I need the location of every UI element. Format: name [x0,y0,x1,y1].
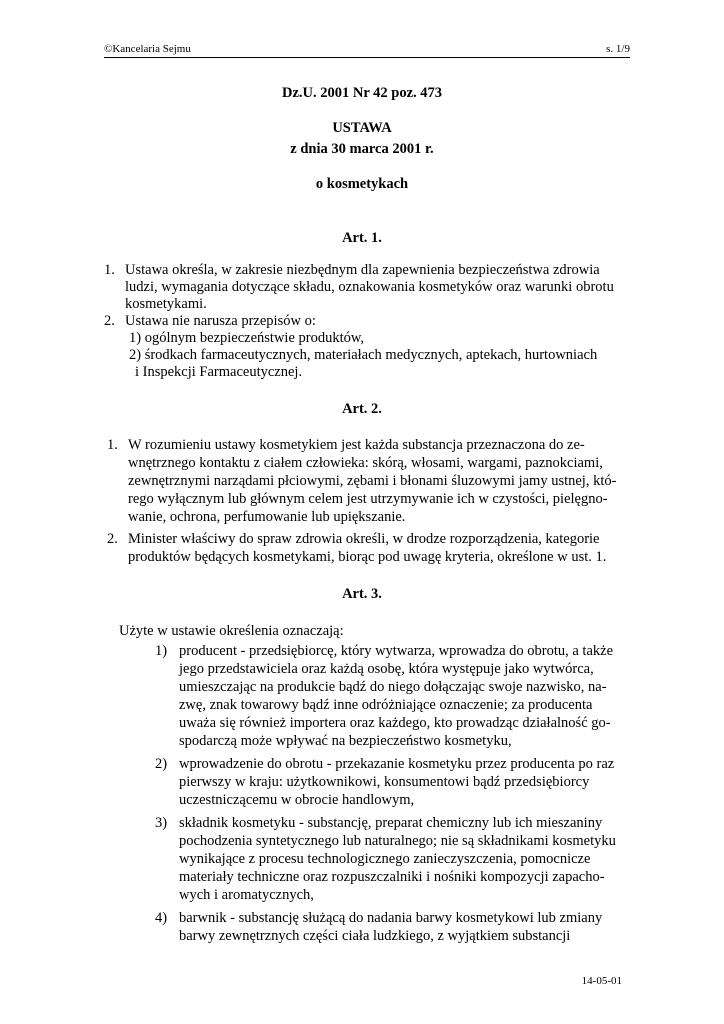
art3-def3-line1: składnik kosmetyku - substancję, preparat chemiczny lub ich mieszaniny [179,815,603,831]
art2-p2-line1: Minister właściwy do spraw zdrowia określi, w drodze rozporządzenia, kategorie [128,531,600,547]
art1-p2-line1: Ustawa nie narusza przepisów o: [125,313,316,329]
art3-def3-line3: wynikające z procesu technologicznego zanieczyszczenia, pomocnicze [179,851,591,867]
header-page-number: s. 1/9 [606,43,630,55]
art3-intro: Użyte w ustawie określenia oznaczają: [119,623,344,639]
art3-def1-number: 1) [155,643,168,659]
art1-p2-item2-cont: i Inspekcji Farmaceutycznej. [135,364,303,380]
art3-def4-number: 4) [155,910,168,926]
art3-def3-line4: materiały techniczne oraz rozpuszczalniki i nośniki kompozycji zapacho- [179,869,605,885]
art2-p2-number: 2. [107,531,118,547]
art3-def1-line6: spodarczą może wpływać na bezpieczeństwo kosmetyku, [179,733,512,749]
art3-def2-line2: pierwszy w kraju: użytkownikowi, konsumentowi bądź przedsiębiorcy [179,774,590,790]
art3-def1-line5: uważa się również importera oraz każdego, kto prowadząc działalność go- [179,715,611,731]
art2-p1-line1: W rozumieniu ustawy kosmetykiem jest każda substancja przeznaczona do ze- [128,437,585,453]
act-type: USTAWA [332,120,392,136]
art3-def3-line5: wych i aromatycznych, [179,887,314,903]
art3-def1-line3: umieszczając na produkcie bądź do niego dołączając swoje nazwisko, na- [179,679,607,695]
art3-def2-line1: wprowadzenie do obrotu - przekazanie kosmetyku przez producenta po raz [179,756,615,772]
art3-def2-line3: uczestniczącemu w obrocie handlowym, [179,792,415,808]
art2-p1-number: 1. [107,437,118,453]
art2-p1-line5: wanie, ochrona, perfumowanie lub upiększanie. [128,509,406,525]
art3-def1-line1: producent - przedsiębiorcę, który wytwarza, wprowadza do obrotu, a także [179,643,614,659]
header-left: ©Kancelaria Sejmu [104,43,191,55]
art2-p1-line3: zewnętrznymi narządami płciowymi, zębami i błonami śluzowymi jamy ustnej, któ- [128,473,617,489]
journal-reference: Dz.U. 2001 Nr 42 poz. 473 [281,85,443,101]
art1-p1-line1: Ustawa określa, w zakresie niezbędnym dla zapewnienia bezpieczeństwa zdrowia [125,262,600,278]
art1-p2-item1: 1) ogólnym bezpieczeństwie produktów, [129,330,365,346]
act-subject: o kosmetykach [315,176,409,192]
art2-p1-line2: wnętrznego kontaktu z ciałem człowieka: skórą, włosami, wargami, paznokciami, [128,455,603,471]
art3-def3-line2: pochodzenia syntetycznego lub naturalnego; nie są składnikami kosmetyku [179,833,616,849]
art1-p2-item2: 2) środkach farmaceutycznych, materiałach medycznych, aptekach, hurtowniach [129,347,598,363]
art2-p2-line2: produktów będących kosmetykami, biorąc pod uwagę kryteria, określone w ust. 1. [128,549,607,565]
art2-heading: Art. 2. [342,401,382,417]
act-date: z dnia 30 marca 2001 r. [290,141,434,157]
art3-def2-number: 2) [155,756,168,772]
art1-p2-number: 2. [104,313,115,329]
header-divider [104,57,630,58]
art1-p1-line3: kosmetykami. [125,296,207,312]
art3-def4-line1: barwnik - substancję służącą do nadania barwy kosmetykowi lub zmiany [179,910,603,926]
art1-p1-line2: ludzi, wymagania dotyczące składu, oznakowania kosmetyków oraz warunki obrotu [125,279,614,295]
art1-p1-number: 1. [104,262,115,278]
art1-heading: Art. 1. [342,230,382,246]
footer-date-code: 14-05-01 [581,975,622,987]
art3-def4-line2: barwy zewnętrznych części ciała ludzkiego, z wyjątkiem substancji [179,928,571,944]
art3-def3-number: 3) [155,815,168,831]
art3-def1-line4: zwę, znak towarowy bądź inne odróżniające oznaczenie; za producenta [179,697,593,713]
art2-p1-line4: rego wyłącznym lub głównym celem jest utrzymywanie ich w czystości, pielęgno- [128,491,608,507]
art3-def1-line2: jego przedstawiciela oraz każdą osobę, która występuje jako wytwórca, [179,661,594,677]
art3-heading: Art. 3. [342,586,382,602]
